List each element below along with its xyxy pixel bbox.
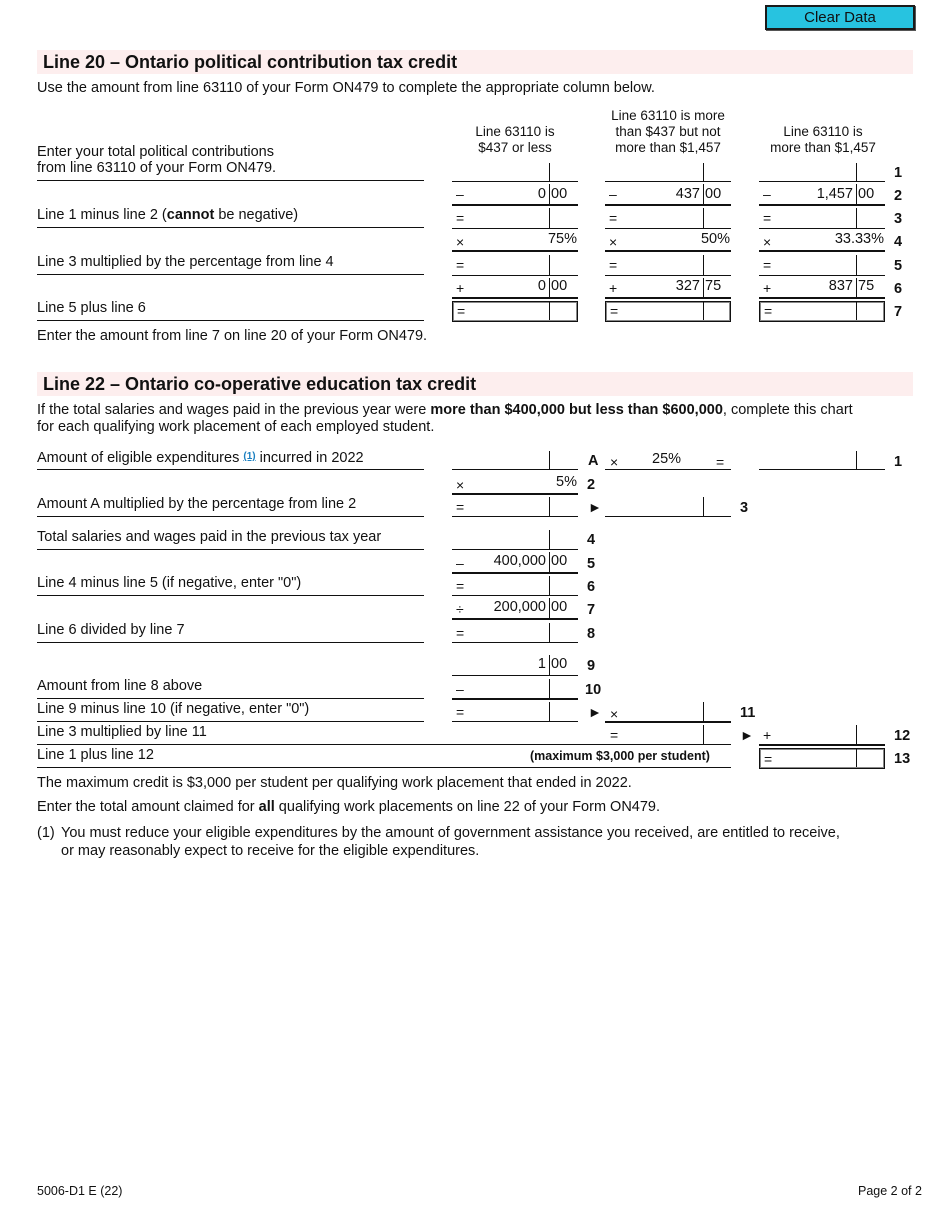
col1-line6-op: + bbox=[456, 280, 465, 296]
col1-line4-pct: 75% bbox=[547, 231, 577, 247]
s20-line-number: 6 bbox=[894, 281, 903, 297]
s22-line9-cents: 00 bbox=[551, 656, 568, 672]
s22-line5-op: – bbox=[456, 555, 464, 571]
col3-heading: Line 63110 is more than $1,457 bbox=[770, 124, 876, 155]
s20-line-number: 1 bbox=[894, 165, 903, 181]
footnote-1-text-line1: You must reduce your eligible expenditures by the amount of government assistance you received, are entitled to receive, bbox=[61, 825, 840, 841]
s22-line1-label: Amount of eligible expenditures $^{(1)}$ incurred in 2022 bbox=[37, 450, 424, 470]
section-20-intro: Use the amount from line 63110 of your Form ON479 to complete the appropriate column below. bbox=[37, 80, 655, 96]
col3-line5-op: = bbox=[763, 257, 772, 273]
col2-line6-op: + bbox=[609, 280, 618, 296]
col2-heading: Line 63110 is more than $437 but not more than $1,457 bbox=[611, 108, 725, 155]
s20-line-number: 2 bbox=[894, 188, 903, 204]
s22-line6-input[interactable] bbox=[470, 576, 578, 595]
page-number: Page 2 of 2 bbox=[858, 1184, 922, 1198]
s22-line12-input[interactable] bbox=[625, 725, 731, 744]
col2-line2-cents: 00 bbox=[705, 186, 722, 202]
s22-line1-result-input[interactable] bbox=[759, 451, 885, 469]
col2-line5-input[interactable] bbox=[622, 255, 731, 275]
s22-line7-dollars: 200,000 bbox=[493, 599, 546, 615]
col2-line6-cents: 75 bbox=[705, 278, 722, 294]
col1-line5-op: = bbox=[456, 257, 465, 273]
line3-label: Line 1 minus line 2 (cannot be negative) bbox=[37, 207, 424, 228]
section-20-title: Line 20 – Ontario political contribution tax credit bbox=[37, 50, 913, 74]
form-identifier: 5006-D1 E (22) bbox=[37, 1184, 123, 1198]
s22-line10-op: – bbox=[456, 681, 464, 697]
col2-line3-input[interactable] bbox=[622, 208, 731, 228]
s22-line5-dollars: 400,000 bbox=[493, 553, 546, 569]
s22-line11-op: = bbox=[456, 704, 465, 720]
s22-line1-pct: 25% bbox=[652, 451, 682, 467]
line1-label-b: from line 63110 of your Form ON479. bbox=[37, 160, 424, 181]
s22-line-number: 1 bbox=[894, 454, 903, 470]
col2-line2-dollars: 437 bbox=[675, 186, 700, 202]
s22-line1-equals: = bbox=[716, 454, 725, 470]
col1-line6-cents: 00 bbox=[551, 278, 568, 294]
section-22-intro: If the total salaries and wages paid in the previous year were more than $400,000 but less than $600,000, complete this chart bbox=[37, 402, 853, 418]
section-22-title: Line 22 – Ontario co-operative education tax credit bbox=[37, 372, 913, 396]
col2-line1-input[interactable] bbox=[605, 163, 731, 181]
s22-line11-times: × bbox=[610, 706, 619, 722]
col1-line3-op: = bbox=[456, 210, 465, 226]
col2-line4-pct: 50% bbox=[700, 231, 730, 247]
col2-line4-op: × bbox=[609, 234, 618, 250]
s22-line13-label: Line 1 plus line 12 bbox=[37, 747, 731, 768]
s22-line11-label: Line 9 minus line 10 (if negative, enter "0") bbox=[37, 701, 424, 722]
s22-line-number: 12 bbox=[894, 728, 911, 744]
s22-line13-op: = bbox=[764, 751, 773, 767]
s22-line8-input[interactable] bbox=[470, 623, 578, 642]
s22-line7-cents: 00 bbox=[551, 599, 568, 615]
s22-line-number: 9 bbox=[587, 658, 596, 674]
s22-line1-times: × bbox=[610, 454, 619, 470]
s22-line-number: 3 bbox=[740, 500, 749, 516]
s22-line-number: 5 bbox=[587, 556, 596, 572]
col3-line2-op: – bbox=[763, 186, 771, 202]
s22-line11-carry-input[interactable] bbox=[605, 702, 731, 721]
col1-line1-input[interactable] bbox=[452, 163, 578, 181]
col1-line2-dollars: 0 bbox=[537, 186, 546, 202]
col3-line4-op: × bbox=[763, 234, 772, 250]
s22-line12-label: Line 3 multiplied by line 11 bbox=[37, 724, 731, 745]
s22-line4-label: Total salaries and wages paid in the previous tax year bbox=[37, 529, 424, 550]
amount-a-marker: A bbox=[588, 453, 599, 469]
s22-line3-label: Amount A multiplied by the percentage from line 2 bbox=[37, 496, 424, 517]
s22-line6-label: Line 4 minus line 5 (if negative, enter "0") bbox=[37, 575, 424, 596]
s22-line6-op: = bbox=[456, 578, 465, 594]
col3-line6-op: + bbox=[763, 280, 772, 296]
line5-label: Line 3 multiplied by the percentage from line 4 bbox=[37, 254, 424, 275]
s22-line4-input[interactable] bbox=[452, 530, 578, 549]
col1-line6-dollars: 0 bbox=[537, 278, 546, 294]
s22-line12-carry-input[interactable] bbox=[776, 725, 885, 744]
s22-line8-op: = bbox=[456, 625, 465, 641]
line7-label: Line 5 plus line 6 bbox=[37, 300, 424, 321]
footnote-1-link[interactable]: (1) bbox=[243, 451, 256, 462]
s22-line10-label: Amount from line 8 above bbox=[37, 678, 424, 699]
arrow-icon: ► bbox=[588, 704, 602, 720]
s22-line-number: 13 bbox=[894, 751, 911, 767]
footnote-1-number: (1) bbox=[37, 825, 55, 841]
section-22-intro-line2: for each qualifying work placement of each employed student. bbox=[37, 419, 435, 435]
s22-line11-input[interactable] bbox=[470, 702, 578, 721]
s22-line3-op: = bbox=[456, 499, 465, 515]
col2-line7-op: = bbox=[610, 303, 619, 319]
max-credit-note: The maximum credit is $3,000 per student per qualifying work placement that ended in 2022. bbox=[37, 775, 632, 791]
s22-line12-plus: + bbox=[763, 727, 772, 743]
col1-line5-input[interactable] bbox=[470, 255, 578, 275]
col1-line7-op: = bbox=[457, 303, 466, 319]
s20-line-number: 7 bbox=[894, 304, 903, 320]
col1-heading: Line 63110 is $437 or less bbox=[475, 124, 555, 155]
s20-line-number: 5 bbox=[894, 258, 903, 274]
s20-line-number: 4 bbox=[894, 234, 903, 250]
line1-label-a: Enter your total political contributions bbox=[37, 144, 274, 160]
col1-line4-op: × bbox=[456, 234, 465, 250]
s22-line13-input[interactable] bbox=[759, 748, 885, 769]
col3-line7-input[interactable] bbox=[759, 301, 885, 322]
col2-line5-op: = bbox=[609, 257, 618, 273]
col1-line3-input[interactable] bbox=[470, 208, 578, 228]
s22-line9-dollars: 1 bbox=[537, 656, 546, 672]
col3-line6-dollars: 837 bbox=[828, 278, 853, 294]
s22-line-number: 8 bbox=[587, 626, 596, 642]
section-20-footer: Enter the amount from line 7 on line 20 of your Form ON479. bbox=[37, 328, 428, 344]
col3-line5-input[interactable] bbox=[776, 255, 885, 275]
s22-line7-op: ÷ bbox=[456, 601, 464, 617]
s22-line-number: 10 bbox=[585, 682, 602, 698]
col2-line7-input[interactable] bbox=[605, 301, 731, 322]
s22-line-number: 4 bbox=[587, 532, 596, 548]
enter-total-note: Enter the total amount claimed for all qualifying work placements on line 22 of your Form ON479. bbox=[37, 799, 661, 815]
clear-data-button[interactable]: Clear Data bbox=[765, 5, 915, 30]
col2-line6-dollars: 327 bbox=[675, 278, 700, 294]
col1-line7-input[interactable] bbox=[452, 301, 578, 322]
s22-line12-op: = bbox=[610, 727, 619, 743]
s22-line2-op: × bbox=[456, 477, 465, 493]
col2-line3-op: = bbox=[609, 210, 618, 226]
s22-line13-max-note: (maximum $3,000 per student) bbox=[530, 749, 710, 763]
s22-line3-input[interactable] bbox=[470, 497, 578, 516]
s22-line-number: 2 bbox=[587, 477, 596, 493]
s22-line1-input[interactable] bbox=[452, 451, 578, 469]
col2-line2-op: – bbox=[609, 186, 617, 202]
s22-line-number: 6 bbox=[587, 579, 596, 595]
col3-line1-input[interactable] bbox=[759, 163, 885, 181]
col3-line3-input[interactable] bbox=[776, 208, 885, 228]
s22-line2-pct: 5% bbox=[556, 474, 577, 490]
footnote-1-text-line2: or may reasonably expect to receive for the eligible expenditures. bbox=[61, 843, 480, 859]
s22-line8-label: Line 6 divided by line 7 bbox=[37, 622, 424, 643]
col3-line6-cents: 75 bbox=[858, 278, 875, 294]
s22-line5-cents: 00 bbox=[551, 553, 568, 569]
col1-line2-cents: 00 bbox=[551, 186, 568, 202]
s22-line-number: 7 bbox=[587, 602, 596, 618]
col3-line2-dollars: 1,457 bbox=[816, 186, 853, 202]
s20-line-number: 3 bbox=[894, 211, 903, 227]
s22-line-number: 11 bbox=[740, 705, 756, 721]
col1-line2-op: – bbox=[456, 186, 464, 202]
arrow-icon: ► bbox=[740, 727, 754, 743]
col3-line3-op: = bbox=[763, 210, 772, 226]
s22-line10-input[interactable] bbox=[470, 679, 578, 698]
col3-line7-op: = bbox=[764, 303, 773, 319]
s22-line3-carry-input[interactable] bbox=[605, 497, 731, 516]
col3-line2-cents: 00 bbox=[858, 186, 875, 202]
arrow-icon: ► bbox=[588, 499, 602, 515]
col3-line4-pct: 33.33% bbox=[834, 231, 884, 247]
